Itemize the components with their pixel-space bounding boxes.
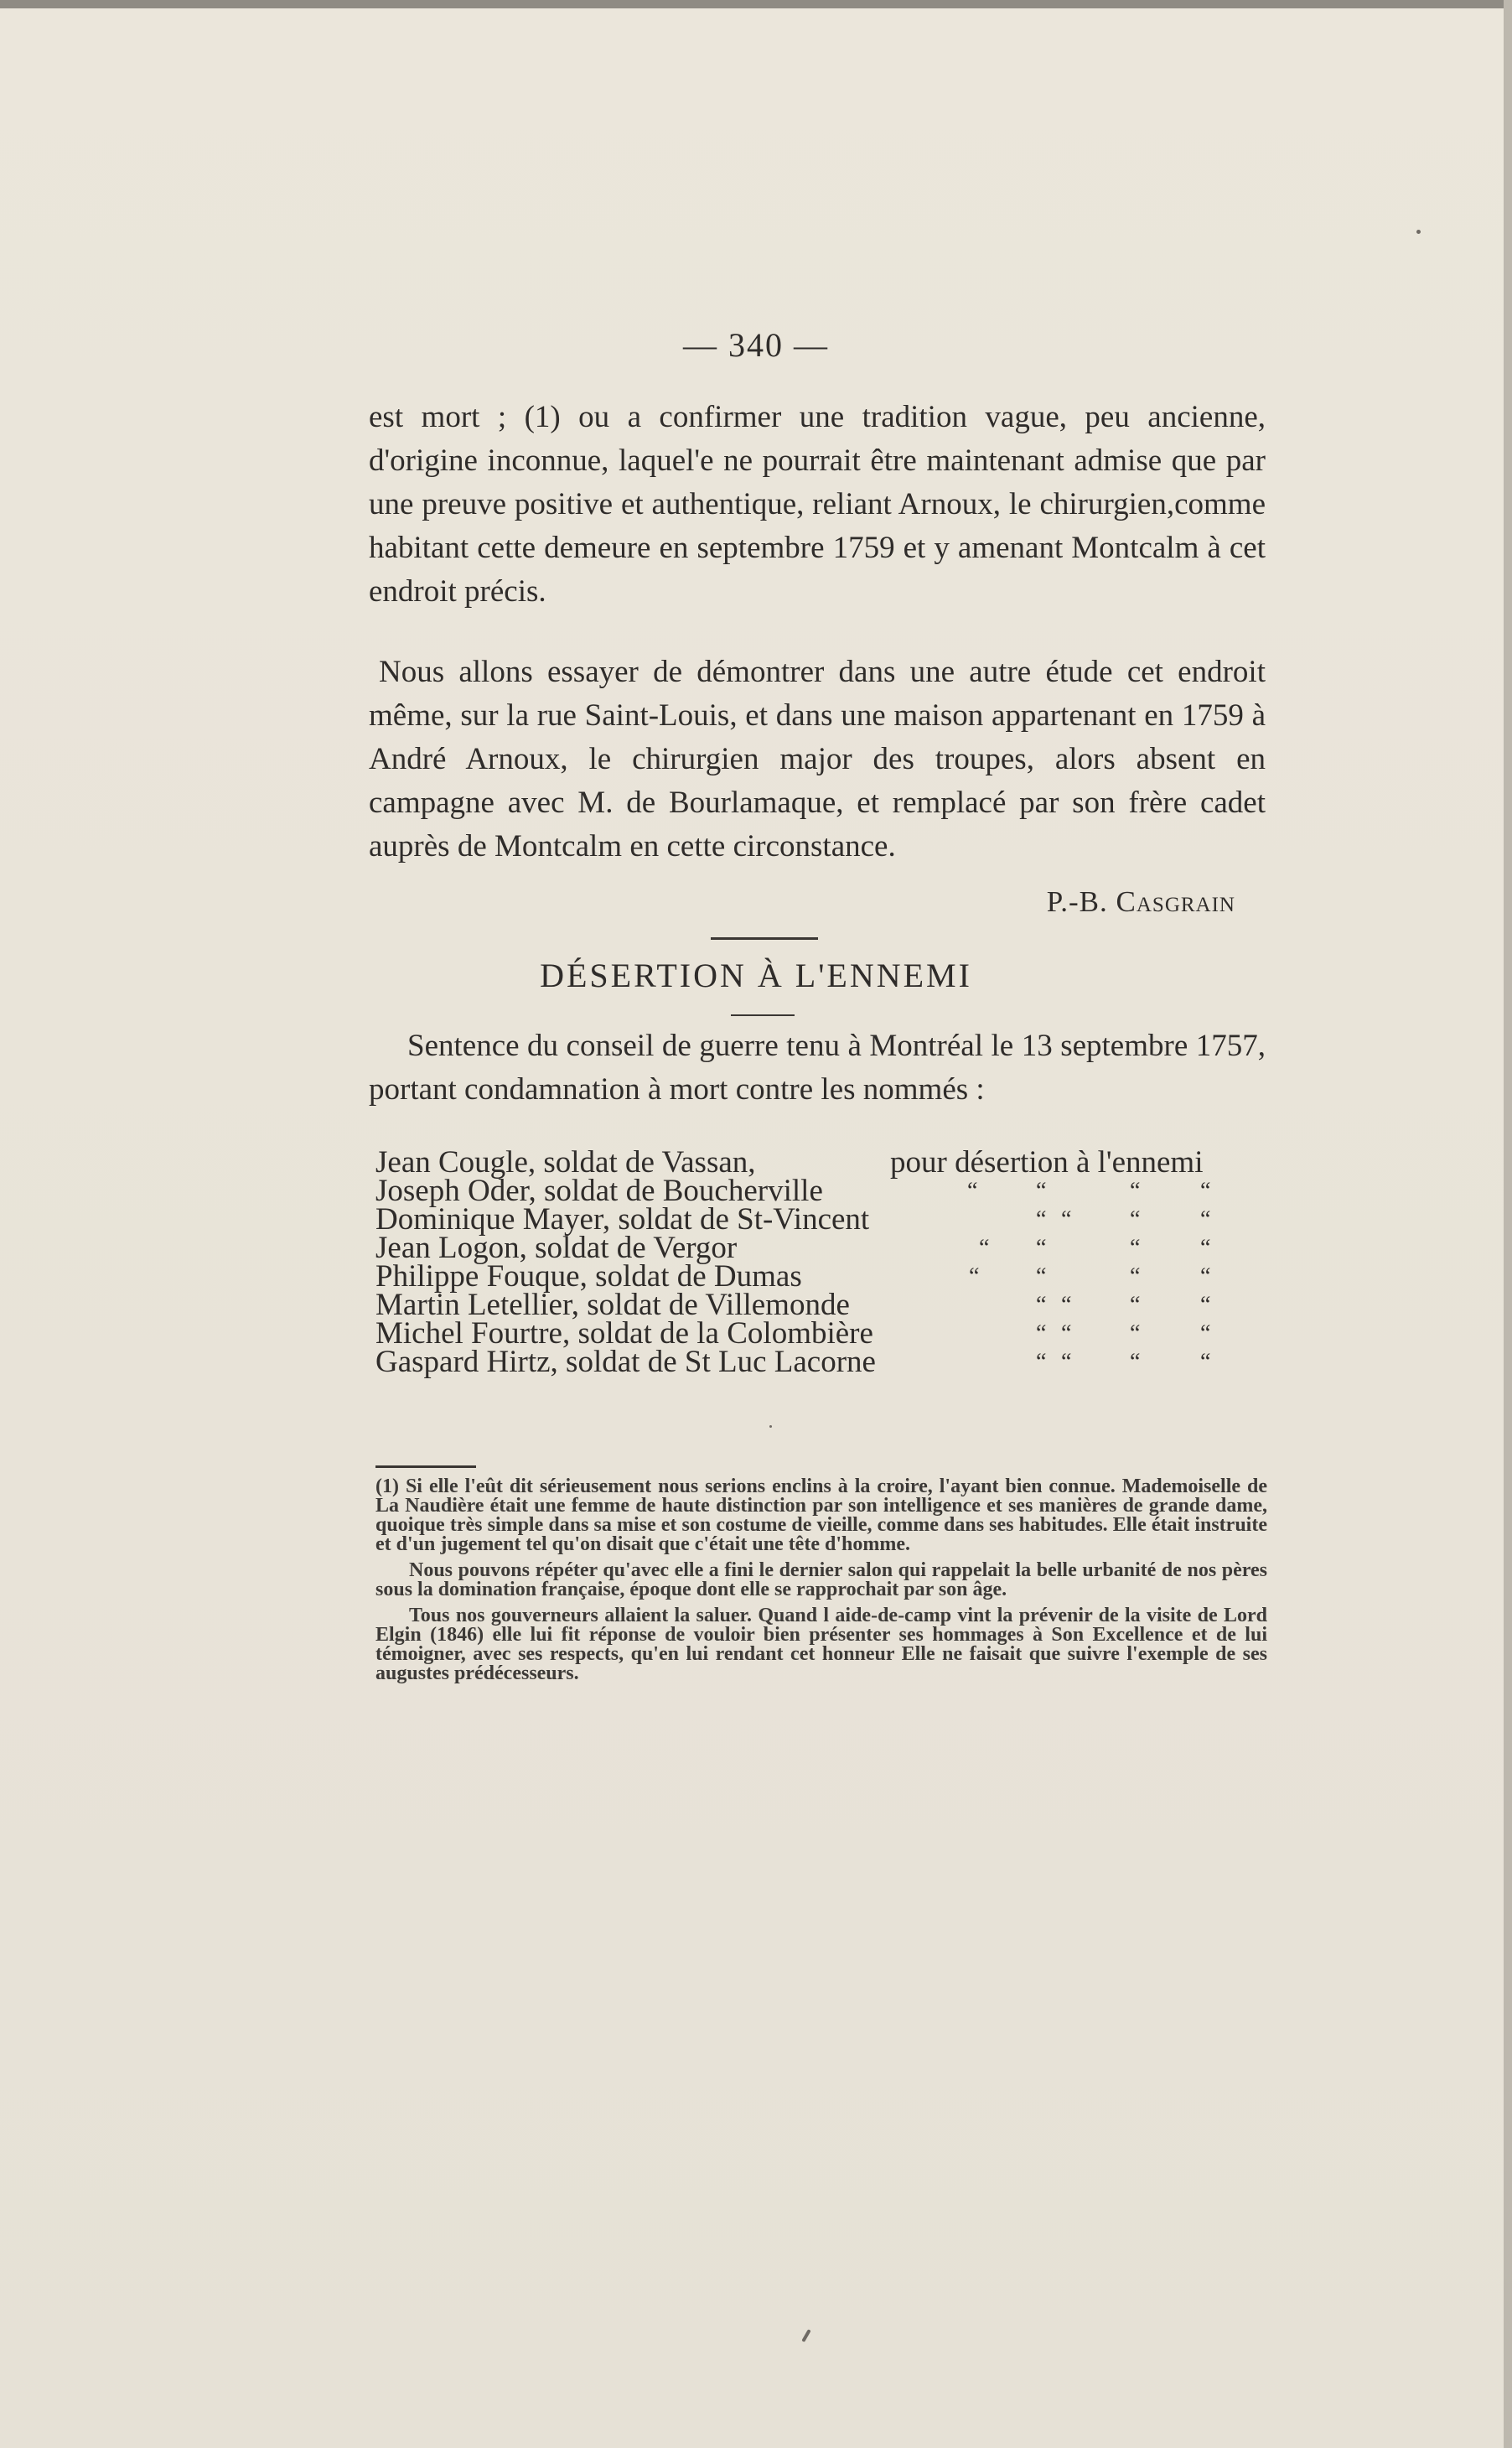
paper-speck [801,2329,810,2342]
ditto-mark: “ [1200,1206,1211,1232]
ditto-mark: “ [1036,1206,1047,1232]
ditto-mark: “ [1036,1292,1047,1318]
footnote-3: Tous nos gouverneurs allaient la saluer. Quand l aide-de-camp vint la prévenir de la visite de Lord Elgin (1846) elle lui fit réponse de vouloir bien présenter ses hommages à Son Excellence et de lui témoigner, avec ses respects, qu'en lui rendant cet honneur Elle ne faisait que suivre l'exemple de ses augustes prédécesseurs. [375,1605,1267,1684]
section-title: DÉSERTION À L'ENNEMI [540,957,972,994]
roster-row [375,1345,1264,1379]
ditto-mark: “ [1200,1349,1211,1375]
ditto-mark: “ [1200,1235,1211,1261]
ditto-mark: “ [1200,1178,1211,1204]
section-divider-top [711,937,818,940]
soldier-name: Philippe Fouque, soldat de Dumas [375,1259,802,1294]
page-right-edge [1504,0,1512,2448]
ditto-mark: “ [1036,1263,1047,1289]
soldier-name: Dominique Mayer, soldat de St-Vincent [375,1202,870,1237]
footnote-1: (1) Si elle l'eût dit sérieusement nous serions enclins à la croire, l'ayant bien connue. Mademoiselle de La Naudière était une femme de haute distinction par son intelligence et ses manières de grande dame, quoique très simple dans sa mise et son costume de vieille, comme dans ses habitudes. Elle était instruite et d'un jugement tel qu'on disait que c'était une tête d'homme. [375,1476,1267,1555]
soldier-name: Martin Letellier, soldat de Villemonde [375,1288,850,1322]
paper-speck [1416,230,1421,234]
roster-row [375,1174,1264,1208]
ditto-mark: “ [1061,1349,1072,1375]
ditto-mark: “ [1200,1320,1211,1346]
soldier-name: Michel Fourtre, soldat de la Colombière [375,1316,873,1351]
paragraph-block-1 [369,396,1266,614]
roster-row [375,1316,1264,1351]
ditto-mark: “ [1036,1349,1047,1375]
soldier-name: Jean Logon, soldat de Vergor [375,1231,738,1265]
soldier-name: Gaspard Hirtz, soldat de St Luc Lacorne [375,1345,876,1379]
roster-row [375,1145,1264,1180]
ditto-mark: “ [1130,1320,1141,1346]
sentence-block [369,1024,1266,1112]
ditto-mark: “ [1130,1349,1141,1375]
ditto-mark: “ [1200,1292,1211,1318]
roster-row [375,1288,1264,1322]
ditto-mark: “ [1130,1292,1141,1318]
ditto-mark: “ [969,1263,980,1289]
soldier-name: Joseph Oder, soldat de Boucherville [375,1174,823,1208]
ditto-mark: “ [1061,1292,1072,1318]
ditto-mark: “ [1200,1263,1211,1289]
footnote-2: Nous pouvons répéter qu'avec elle a fini le dernier salon qui rappelait la belle urbanité de nos pères sous la domination française, époque dont elle se rapprochait par son âge. [375,1559,1267,1600]
paragraph-1: est mort ; (1) ou a confirmer une tradition vague, peu ancienne, d'origine inconnue, laquel'e ne pourrait être maintenant admise que par une preuve positive et authentique, reliant Arnoux, le chirurgien,comme habitant cette demeure en septembre 1759 et y amenant Montcalm à cet endroit précis. [369,400,1266,609]
paper-speck [769,1425,772,1428]
section-divider-bottom [731,1014,795,1016]
paragraph-block-2 [369,651,1266,869]
page-number: — 340 — [683,326,829,364]
ditto-mark: “ [1036,1320,1047,1346]
ditto-mark: “ [1036,1235,1047,1261]
condemned-list [375,1145,1264,1379]
roster-row [375,1202,1264,1237]
author-signature: P.-B. Casgrain [1046,885,1235,918]
ditto-mark: “ [979,1235,990,1261]
ditto-mark: “ [1130,1263,1141,1289]
page-top-edge [0,0,1512,8]
ditto-mark: “ [967,1178,978,1204]
ditto-mark: “ [1130,1206,1141,1232]
soldier-name: Jean Cougle, soldat de Vassan, [375,1145,756,1180]
ditto-mark: “ [1036,1178,1047,1204]
roster-row [375,1259,1264,1294]
ditto-mark: “ [1130,1178,1141,1204]
footnotes [375,1477,1267,1690]
paragraph-2: Nous allons essayer de démontrer dans une autre étude cet endroit même, sur la rue Saint-Louis, et dans une maison appartenant en 1759 à André Arnoux, le chirurgien major des troupes, alors absent en campagne avec M. de Bourlamaque, et remplacé par son frère cadet auprès de Montcalm en cette circonstance. [369,655,1266,864]
sentence-text: Sentence du conseil de guerre tenu à Montréal le 13 septembre 1757, portant condamnation à mort contre les nommés : [369,1029,1266,1107]
ditto-mark: “ [1061,1320,1072,1346]
ditto-mark: “ [1061,1206,1072,1232]
footnote-rule [375,1465,476,1468]
roster-row [375,1231,1264,1265]
ditto-mark: “ [1130,1235,1141,1261]
desertion-reason: pour désertion à l'ennemi [890,1145,1204,1180]
